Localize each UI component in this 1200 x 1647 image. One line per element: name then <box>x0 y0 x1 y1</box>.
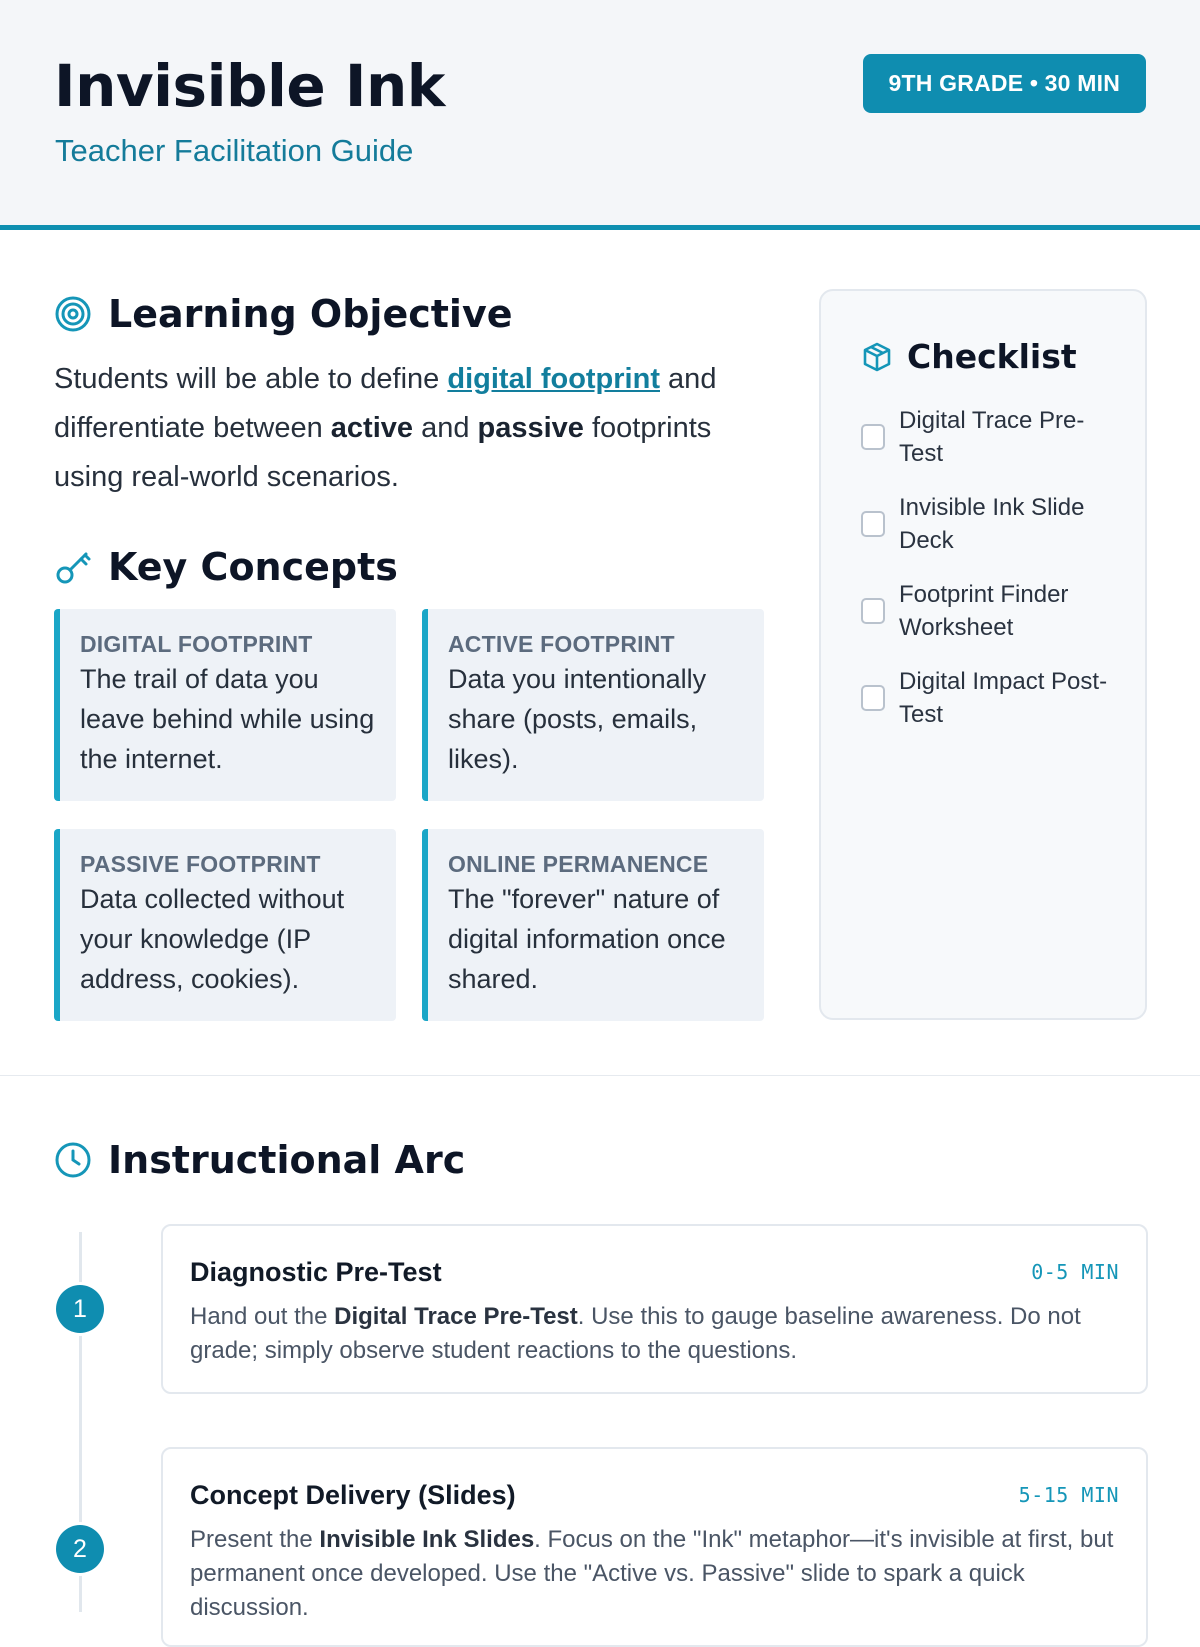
step-description <box>190 1300 1119 1368</box>
checkbox[interactable] <box>861 598 885 624</box>
page-subtitle: Teacher Facilitation Guide <box>55 133 414 168</box>
concept-definition: Data collected without your knowledge (IP address, cookies). <box>80 884 345 994</box>
checklist-item-label: Footprint Finder Worksheet <box>899 581 1069 641</box>
concept-term: DIGITAL FOOTPRINT <box>80 631 313 657</box>
concept-term: PASSIVE FOOTPRINT <box>80 851 321 877</box>
checklist-item[interactable] <box>861 578 1111 644</box>
checklist-item[interactable] <box>861 665 1111 731</box>
objective-text-part: footprints using real-world scenarios. <box>54 412 712 493</box>
step-text-part: . Focus on the "Ink" metaphor—it's invisible at first, but permanent once developed. Use the "Active vs. Passive" slide to spark a quick discussion. <box>190 1526 1114 1621</box>
checklist-item-label: Digital Trace Pre-Test <box>899 407 1085 467</box>
concept-definition: The trail of data you leave behind while using the internet. <box>80 664 375 774</box>
step-time: 0-5 MIN <box>1031 1260 1119 1284</box>
objective-heading: Learning Objective <box>108 292 513 336</box>
concept-card-active-footprint <box>422 609 764 801</box>
clock-icon <box>54 1140 94 1180</box>
grade-duration-badge: 9TH GRADE • 30 MIN <box>863 54 1146 113</box>
step-text-part: . Use this to gauge baseline awareness. Do not grade; simply observe student reactions to the questions. <box>190 1303 1081 1364</box>
digital-footprint-link[interactable]: digital footprint <box>447 363 660 395</box>
step-title: Concept Delivery (Slides) <box>190 1480 516 1510</box>
arc-heading-row <box>54 1138 465 1182</box>
concept-term: ONLINE PERMANENCE <box>448 851 709 877</box>
objective-text-part: Students will be able to define <box>54 363 448 395</box>
concept-definition: Data you intentionally share (posts, emails, likes). <box>448 664 707 774</box>
concept-card-digital-footprint <box>54 609 396 801</box>
concept-card-online-permanence <box>422 829 764 1021</box>
materials-checklist <box>819 289 1147 1020</box>
passive-term: passive <box>477 412 584 444</box>
step-material-name: Digital Trace Pre-Test <box>334 1303 578 1330</box>
step-material-name: Invisible Ink Slides <box>319 1526 535 1553</box>
step-text-part: Hand out the <box>190 1303 335 1330</box>
checklist-item[interactable] <box>861 491 1111 557</box>
target-icon <box>54 294 94 334</box>
active-term: active <box>330 412 414 444</box>
concept-card-passive-footprint <box>54 829 396 1021</box>
key-icon <box>54 547 94 587</box>
page-title: Invisible Ink <box>54 52 445 120</box>
checkbox[interactable] <box>861 424 885 450</box>
concept-definition: The "forever" nature of digital information once shared. <box>448 884 726 994</box>
checklist-item[interactable] <box>861 404 1111 470</box>
step-number-badge: 2 <box>56 1525 104 1573</box>
objective-text <box>54 355 764 502</box>
step-text-part: Present the <box>190 1526 320 1553</box>
section-divider <box>0 1075 1200 1076</box>
concept-term: ACTIVE FOOTPRINT <box>448 631 675 657</box>
package-icon <box>861 340 895 374</box>
checklist-item-label: Invisible Ink Slide Deck <box>899 494 1085 554</box>
step-time: 5-15 MIN <box>1018 1483 1119 1507</box>
step-card <box>161 1224 1148 1394</box>
objective-text-part: and <box>413 412 478 444</box>
objective-text-part: and differentiate between <box>54 363 717 444</box>
checklist-heading-row <box>861 337 1077 376</box>
step-title: Diagnostic Pre-Test <box>190 1257 442 1287</box>
checkbox[interactable] <box>861 511 885 537</box>
checklist-heading: Checklist <box>907 337 1077 376</box>
step-card <box>161 1447 1148 1647</box>
step-description <box>190 1523 1119 1625</box>
checklist-item-label: Digital Impact Post-Test <box>899 668 1108 728</box>
page-header <box>0 0 1200 230</box>
concepts-heading-row <box>54 545 398 589</box>
concepts-heading: Key Concepts <box>108 545 398 589</box>
arc-heading: Instructional Arc <box>108 1138 466 1182</box>
step-number-badge: 1 <box>56 1285 104 1333</box>
objective-heading-row <box>54 292 513 336</box>
checkbox[interactable] <box>861 685 885 711</box>
